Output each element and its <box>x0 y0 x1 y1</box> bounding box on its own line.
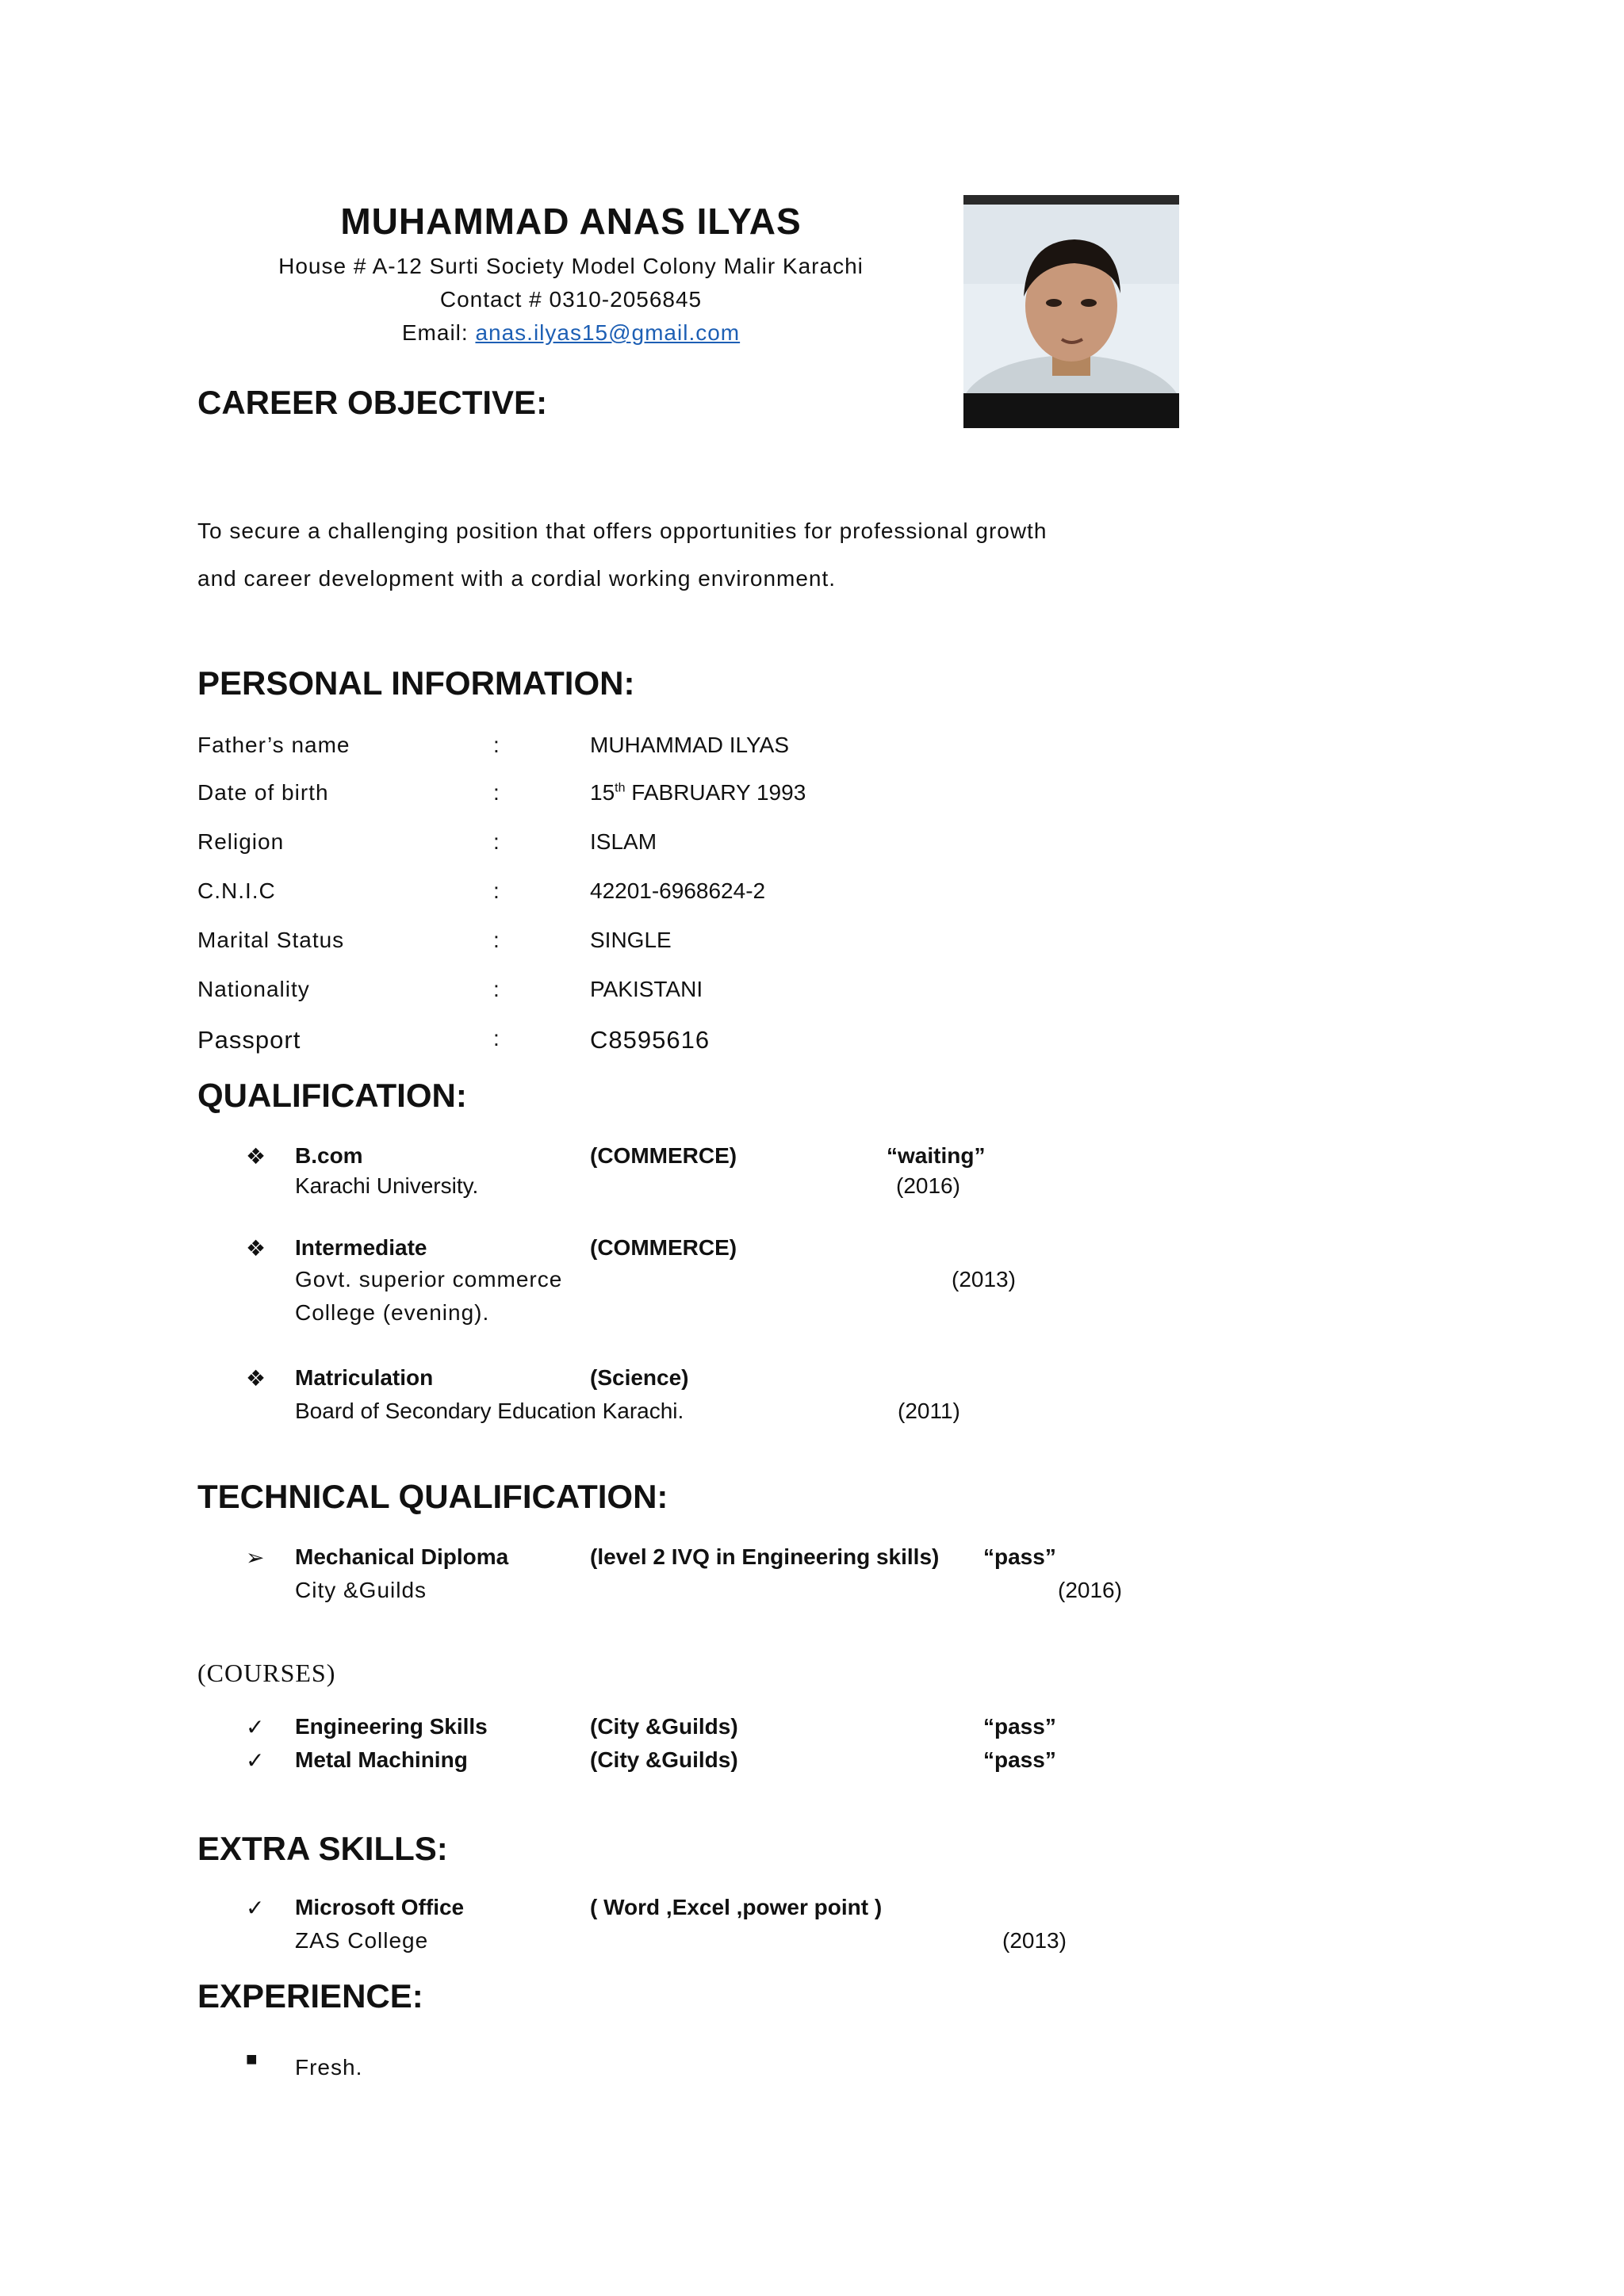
qualification-heading: QUALIFICATION: <box>197 1077 467 1114</box>
religion-label: Religion <box>197 829 285 854</box>
skill-institution: ZAS College <box>295 1928 429 1953</box>
qualification-field: (Science) <box>590 1365 689 1390</box>
arrow-bullet-icon: ➢ <box>246 1545 265 1570</box>
course-provider: (City &Guilds) <box>590 1714 738 1739</box>
date-of-birth-label: Date of birth <box>197 780 329 805</box>
religion-value: ISLAM <box>590 829 657 854</box>
separator: : <box>493 829 500 854</box>
technical-qualification-heading: TECHNICAL QUALIFICATION: <box>197 1478 668 1515</box>
technical-detail: (level 2 IVQ in Engineering skills) <box>590 1544 940 1569</box>
separator: : <box>493 1026 500 1050</box>
separator: : <box>493 733 500 757</box>
course-provider: (City &Guilds) <box>590 1747 738 1772</box>
fathers-name-value: MUHAMMAD ILYAS <box>590 733 789 757</box>
fathers-name-label: Father’s name <box>197 733 350 757</box>
check-bullet-icon: ✓ <box>246 1715 265 1739</box>
separator: : <box>493 780 500 805</box>
dob-month-year: FABRUARY 1993 <box>625 780 806 805</box>
career-objective-heading: CAREER OBJECTIVE: <box>197 384 548 421</box>
career-objective-line-1: To secure a challenging position that offers opportunities for professional growth <box>197 519 1048 543</box>
diamond-bullet-icon: ❖ <box>246 1144 266 1169</box>
qualification-institution: Board of Secondary Education Karachi. <box>295 1399 684 1423</box>
qualification-year: (2011) <box>898 1399 960 1423</box>
qualification-degree: Intermediate <box>295 1235 427 1260</box>
experience-heading: EXPERIENCE: <box>197 1977 423 2015</box>
qualification-field: (COMMERCE) <box>590 1235 737 1260</box>
technical-year: (2016) <box>1058 1578 1122 1602</box>
qualification-institution: Govt. superior commerce <box>295 1267 563 1292</box>
nationality-label: Nationality <box>197 977 310 1001</box>
diamond-bullet-icon: ❖ <box>246 1236 266 1261</box>
qualification-institution: Karachi University. <box>295 1173 479 1198</box>
contact-number: Contact # 0310-2056845 <box>439 287 703 312</box>
course-title: Metal Machining <box>295 1747 468 1772</box>
passport-value: C8595616 <box>590 1026 710 1054</box>
skill-year: (2013) <box>1002 1928 1067 1953</box>
separator: : <box>493 878 500 903</box>
dob-ordinal: th <box>615 781 626 795</box>
marital-status-label: Marital Status <box>197 928 345 952</box>
square-bullet-icon: ■ <box>246 2049 258 2070</box>
skill-title: Microsoft Office <box>295 1895 465 1919</box>
date-of-birth-value <box>590 780 806 806</box>
qualification-degree: B.com <box>295 1143 363 1168</box>
technical-status: “pass” <box>983 1544 1056 1569</box>
extra-skills-heading: EXTRA SKILLS: <box>197 1830 448 1867</box>
nationality-value: PAKISTANI <box>590 977 703 1001</box>
skill-detail: ( Word ,Excel ,power point ) <box>590 1895 883 1919</box>
separator: : <box>493 928 500 952</box>
profile-photo <box>963 195 1179 428</box>
qualification-year: (2013) <box>952 1267 1016 1292</box>
personal-information-heading: PERSONAL INFORMATION: <box>197 664 635 702</box>
check-bullet-icon: ✓ <box>246 1748 265 1773</box>
dob-day: 15 <box>590 780 615 805</box>
course-status: “pass” <box>983 1714 1056 1739</box>
marital-status-value: SINGLE <box>590 928 672 952</box>
qualification-degree: Matriculation <box>295 1365 434 1390</box>
qualification-institution-cont: College (evening). <box>295 1300 490 1325</box>
course-title: Engineering Skills <box>295 1714 488 1739</box>
candidate-name: MUHAMMAD ANAS ILYAS <box>340 201 802 242</box>
diamond-bullet-icon: ❖ <box>246 1366 266 1391</box>
email-link[interactable]: anas.ilyas15@gmail.com <box>475 320 741 345</box>
qualification-status: “waiting” <box>887 1143 986 1168</box>
technical-title: Mechanical Diploma <box>295 1544 509 1569</box>
separator: : <box>493 977 500 1001</box>
cnic-value: 42201-6968624-2 <box>590 878 766 903</box>
cnic-label: C.N.I.C <box>197 878 276 903</box>
course-status: “pass” <box>983 1747 1056 1772</box>
passport-label: Passport <box>197 1026 301 1054</box>
technical-institution: City &Guilds <box>295 1578 427 1602</box>
career-objective-line-2: and career development with a cordial working environment. <box>197 566 837 591</box>
address: House # A-12 Surti Society Model Colony Malir Karachi <box>278 254 864 278</box>
email-label: Email: <box>401 320 476 345</box>
check-bullet-icon: ✓ <box>246 1896 265 1920</box>
experience-item: Fresh. <box>295 2055 363 2080</box>
email-line <box>238 320 904 346</box>
qualification-field: (COMMERCE) <box>590 1143 737 1168</box>
courses-heading: (COURSES) <box>197 1659 336 1687</box>
qualification-year: (2016) <box>896 1173 960 1198</box>
